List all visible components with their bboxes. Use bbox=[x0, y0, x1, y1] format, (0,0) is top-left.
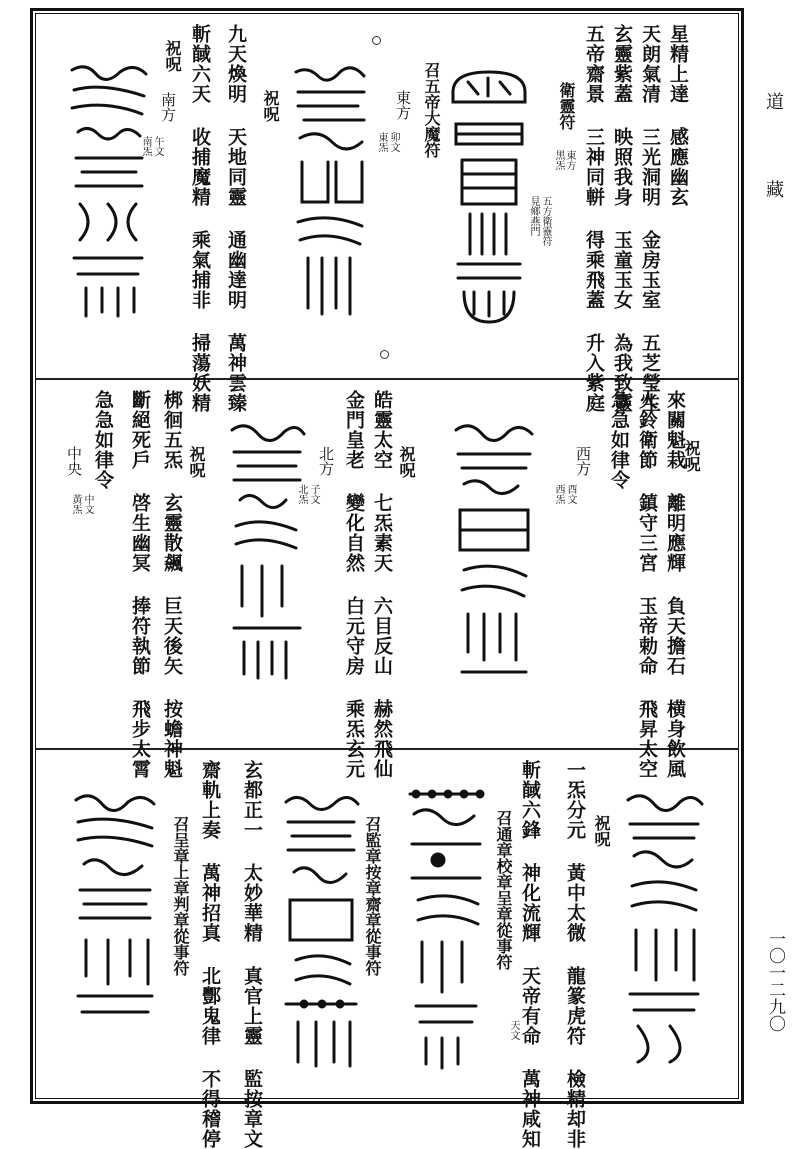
talisman-caption: 召通章校章呈章從事符 bbox=[494, 810, 513, 970]
verse-column: 梆徊五炁 玄靈散飆 巨天後矢 按蟾神魁 bbox=[161, 390, 183, 779]
talisman-seal bbox=[402, 782, 490, 1072]
verse-column: 斬馘六鋒 神化流輝 天帝有命 萬神咸知 bbox=[519, 760, 541, 1149]
talisman-seal bbox=[62, 62, 154, 322]
margin-title-bottom: 藏 bbox=[763, 180, 784, 198]
talisman-seal bbox=[276, 792, 366, 1072]
verse-column: 金門皇老 變化自然 白元守房 乘炁玄元 bbox=[343, 390, 365, 779]
heading: 祝呪 bbox=[187, 446, 206, 478]
caption-note: 午文 bbox=[152, 136, 163, 156]
caption-note: 東炁 bbox=[376, 132, 387, 152]
direction-label: 北方 bbox=[317, 446, 335, 476]
heading: 祝呪 bbox=[592, 815, 611, 847]
direction-label: 東方 bbox=[394, 90, 412, 120]
binding-hole bbox=[372, 36, 381, 45]
caption-note: 子文 bbox=[308, 484, 319, 504]
talisman-seal bbox=[618, 790, 708, 1070]
verse-column: 來關魁栽 離明應輝 負天擔石 横身飲風 bbox=[664, 390, 686, 779]
talisman-caption: 召呈章上章判章從事符 bbox=[171, 816, 190, 976]
caption-note: 天文 bbox=[508, 1020, 519, 1040]
verse-column: 玄靈紫蓋 映照我身 玉童玉女 為我致靈 bbox=[611, 24, 633, 413]
caption-note: 卯文 bbox=[388, 132, 399, 152]
caption-note: 五方衛靈符 bbox=[540, 196, 551, 246]
verse-column: 天朗氣清 三光洞明 金房玉室 五芝瑩生 bbox=[639, 24, 661, 413]
verse-column: 齋軌上奏 萬神招真 北酆鬼律 不得稽停 bbox=[199, 760, 221, 1149]
caption-note: 中文 bbox=[82, 494, 93, 514]
heading: 祝呪 bbox=[397, 446, 416, 478]
caption-note: 見鄉燕門 bbox=[528, 196, 539, 236]
talisman-seal bbox=[66, 790, 162, 1030]
talisman-seal bbox=[448, 420, 538, 685]
heading: 祝呪 bbox=[163, 40, 182, 72]
caption-note: 東方 bbox=[564, 150, 575, 170]
caption-note: 酉文 bbox=[565, 484, 576, 504]
verse-column: 五帝齋景 三神同軿 得乘飛蓋 升入紫庭 bbox=[583, 24, 605, 413]
verse-column: 九天煥明 天地同靈 通幽達明 萬神雲臻 bbox=[225, 24, 247, 413]
verse-column: 火鈴衛節 鎮守三宮 玉帝勅命 飛昇太空 bbox=[636, 390, 658, 779]
direction-label: 南方 bbox=[159, 92, 177, 122]
verse-column: 急急如律令 bbox=[92, 390, 114, 490]
verse-column: 急急如律令 bbox=[608, 390, 630, 490]
heading: 祝呪 bbox=[682, 440, 701, 472]
talisman-caption: 衛靈符 bbox=[557, 82, 576, 130]
talisman-seal bbox=[448, 64, 530, 334]
panel-divider-1 bbox=[35, 378, 739, 380]
verse-column: 斷絕死戶 啓生幽冥 捧符執節 飛步太霄 bbox=[129, 390, 151, 779]
caption-note: 黑炁 bbox=[553, 150, 564, 170]
talisman-caption: 召五帝大魔符 bbox=[422, 62, 441, 158]
page-number: 一〇一二九〇 bbox=[765, 930, 785, 1032]
verse-column: 星精上達 感應幽玄 bbox=[667, 24, 689, 207]
verse-column: 一炁分元 黃中太微 龍篆虎符 檢精却非 bbox=[564, 760, 586, 1149]
caption-note: 北炁 bbox=[296, 484, 307, 504]
verse-column: 皓靈太空 七炁素天 六目反山 赫然飛仙 bbox=[371, 390, 393, 779]
caption-note: 黃炁 bbox=[70, 494, 81, 514]
heading: 祝呪 bbox=[261, 90, 280, 122]
verse-column: 斬馘六天 收捕魔精 乘氣捕非 掃蕩妖精 bbox=[189, 24, 211, 413]
caption-note: 西炁 bbox=[553, 484, 564, 504]
talisman-caption: 召監章按章齋章從事符 bbox=[363, 816, 382, 976]
margin-title-top: 道 bbox=[763, 92, 784, 110]
binding-hole bbox=[380, 350, 389, 359]
caption-note: 南炁 bbox=[140, 136, 151, 156]
direction-label: 中央 bbox=[65, 446, 83, 476]
talisman-seal bbox=[222, 420, 310, 685]
direction-label: 西方 bbox=[574, 446, 592, 476]
talisman-seal bbox=[288, 62, 374, 322]
verse-column: 玄都正一 太妙華精 真官上靈 監按章文 bbox=[241, 760, 263, 1149]
